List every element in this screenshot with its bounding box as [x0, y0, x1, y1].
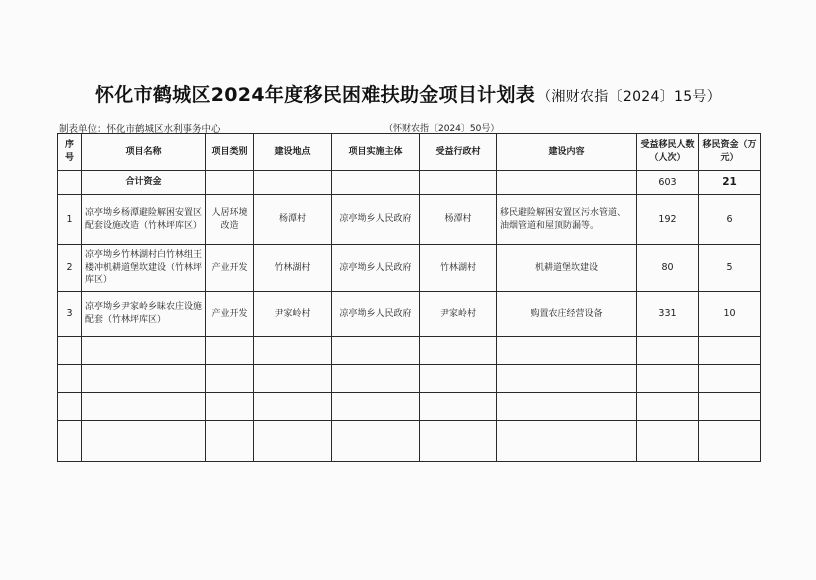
header-project-name: 项目名称 — [82, 134, 206, 171]
row-project-name: 凉亭坳乡尹家岭乡昧农庄设施配套（竹林坪库区） — [82, 292, 206, 337]
table-cell — [58, 337, 82, 365]
row-village: 竹林湖村 — [420, 245, 497, 292]
empty-table-row — [58, 393, 761, 421]
table-cell — [420, 365, 497, 393]
title-main: 怀化市鹤城区2024年度移民困难扶助金项目计划表 — [94, 84, 536, 106]
row-content: 移民避险解困安置区污水管道、油烟管道和屋顶防漏等。 — [497, 195, 637, 245]
title-document-number: （湘财农指〔2024〕15号） — [537, 89, 722, 105]
row-implementer: 凉亭坳乡人民政府 — [332, 245, 420, 292]
row-project-name: 凉亭坳乡杨潭避险解困安置区配套设施改造（竹林坪库区） — [82, 195, 206, 245]
table-header-row — [58, 134, 761, 171]
table-cell — [497, 365, 637, 393]
row-seq: 1 — [58, 195, 82, 245]
table-cell — [497, 337, 637, 365]
table-cell — [254, 393, 332, 421]
table-cell — [497, 421, 637, 462]
table-cell — [637, 337, 699, 365]
table-row — [58, 292, 761, 337]
table-cell — [332, 421, 420, 462]
row-funds: 5 — [699, 245, 761, 292]
table-cell — [332, 393, 420, 421]
table-cell — [206, 337, 254, 365]
empty-table-row — [58, 365, 761, 393]
total-row — [58, 171, 761, 195]
table-cell — [332, 171, 420, 195]
project-plan-table — [57, 133, 761, 462]
table-cell — [332, 337, 420, 365]
empty-table-row — [58, 421, 761, 462]
row-category: 人居环境改造 — [206, 195, 254, 245]
row-implementer: 凉亭坳乡人民政府 — [332, 292, 420, 337]
row-beneficiaries: 80 — [637, 245, 699, 292]
row-category: 产业开发 — [206, 245, 254, 292]
table-cell — [254, 421, 332, 462]
table-row — [58, 195, 761, 245]
table-cell — [206, 393, 254, 421]
table-cell — [497, 171, 637, 195]
header-village: 受益行政村 — [420, 134, 497, 171]
table-cell — [497, 393, 637, 421]
table-cell — [82, 393, 206, 421]
row-beneficiaries: 192 — [637, 195, 699, 245]
table-cell — [206, 171, 254, 195]
table-cell — [58, 365, 82, 393]
header-category: 项目类别 — [206, 134, 254, 171]
header-seq: 序号 — [58, 134, 82, 171]
table-cell — [699, 365, 761, 393]
row-project-name: 凉亭坳乡竹林湖村白竹林组王楼冲机耕道堡坎建设（竹林坪库区） — [82, 245, 206, 292]
table-cell — [699, 393, 761, 421]
table-cell — [254, 365, 332, 393]
table-cell — [420, 393, 497, 421]
table-cell — [206, 421, 254, 462]
empty-table-row — [58, 337, 761, 365]
row-implementer: 凉亭坳乡人民政府 — [332, 195, 420, 245]
row-content: 机耕道堡坎建设 — [497, 245, 637, 292]
header-implementer: 项目实施主体 — [332, 134, 420, 171]
row-funds: 6 — [699, 195, 761, 245]
total-funds: 21 — [699, 171, 761, 195]
row-content: 购置农庄经营设备 — [497, 292, 637, 337]
table-cell — [699, 337, 761, 365]
table-cell — [699, 421, 761, 462]
table-cell — [637, 421, 699, 462]
row-location: 竹林湖村 — [254, 245, 332, 292]
table-row — [58, 245, 761, 292]
total-label: 合计资金 — [82, 171, 206, 195]
header-funds: 移民资金（万元） — [699, 134, 761, 171]
row-location: 杨潭村 — [254, 195, 332, 245]
table-cell — [637, 365, 699, 393]
table-cell — [254, 171, 332, 195]
header-content: 建设内容 — [497, 134, 637, 171]
table-cell — [206, 365, 254, 393]
header-beneficiaries: 受益移民人数（人次） — [637, 134, 699, 171]
row-beneficiaries: 331 — [637, 292, 699, 337]
table-cell — [332, 365, 420, 393]
row-seq: 3 — [58, 292, 82, 337]
row-funds: 10 — [699, 292, 761, 337]
row-category: 产业开发 — [206, 292, 254, 337]
table-cell — [58, 421, 82, 462]
table-cell — [420, 171, 497, 195]
header-location: 建设地点 — [254, 134, 332, 171]
row-location: 尹家岭村 — [254, 292, 332, 337]
table-cell — [420, 421, 497, 462]
reference-number: （怀财农指〔2024〕50号） — [384, 124, 500, 134]
table-cell — [58, 393, 82, 421]
table-cell — [82, 421, 206, 462]
table-cell — [254, 337, 332, 365]
total-beneficiaries: 603 — [637, 171, 699, 195]
row-village: 尹家岭村 — [420, 292, 497, 337]
row-village: 杨潭村 — [420, 195, 497, 245]
table-cell — [82, 365, 206, 393]
table-cell — [420, 337, 497, 365]
page-title — [0, 80, 816, 107]
row-seq: 2 — [58, 245, 82, 292]
table-cell — [58, 171, 82, 195]
table-cell — [637, 393, 699, 421]
compiling-unit: 制表单位：怀化市鹤城区水利事务中心 — [59, 124, 221, 135]
table-cell — [82, 337, 206, 365]
